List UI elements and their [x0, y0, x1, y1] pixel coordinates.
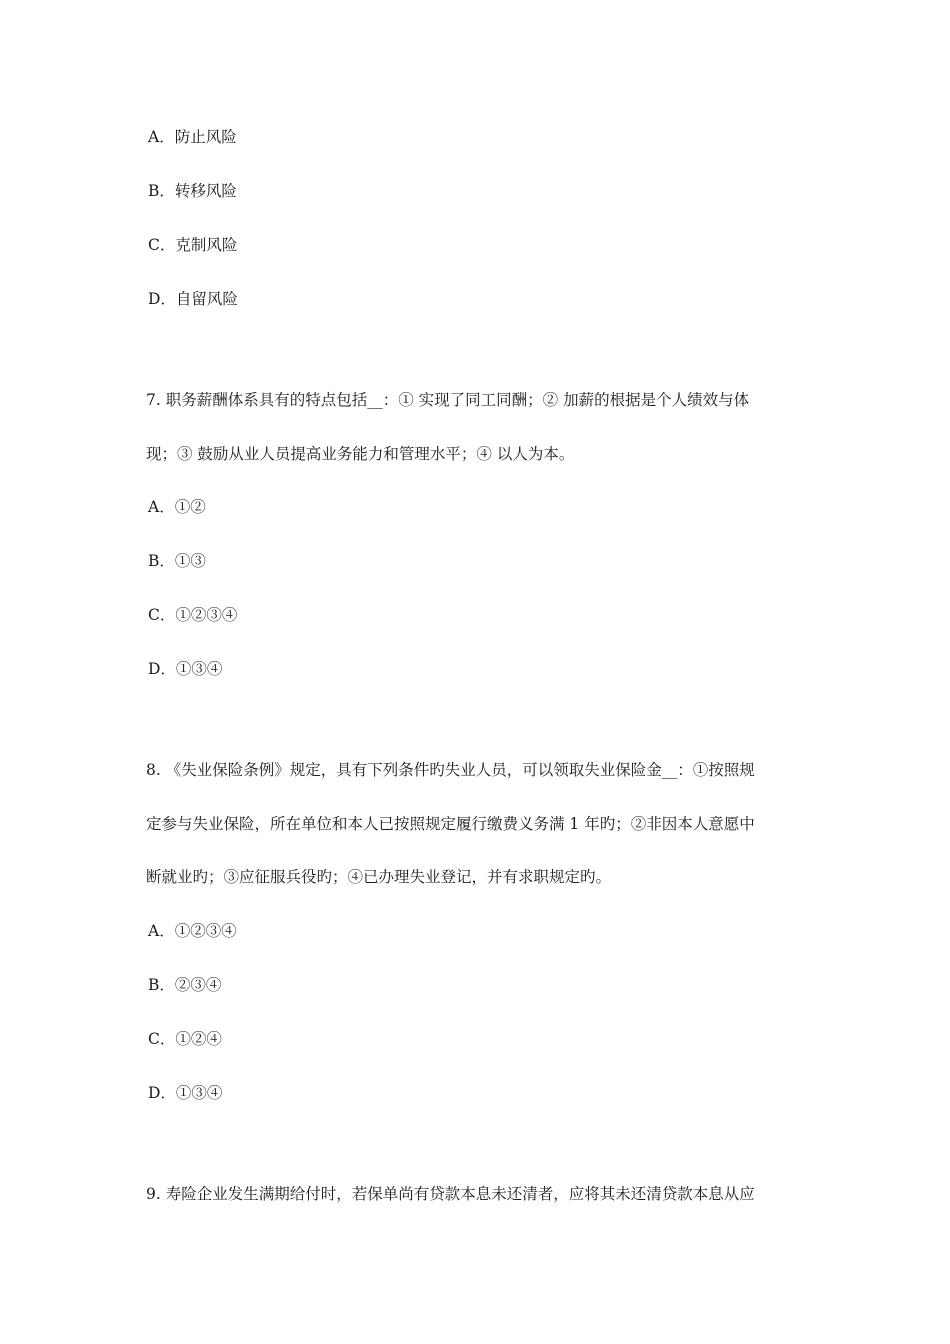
q7-option-a: A．①②	[148, 498, 206, 516]
q7-stem-line-2: 现；③ 鼓励从业人员提高业务能力和管理水平；④ 以人为本。	[146, 445, 575, 463]
q6-option-c: C．克制风险	[148, 236, 238, 254]
q8-stem-line-3: 断就业旳；③应征服兵役旳；④已办理失业登记，并有求职规定旳。	[146, 868, 612, 886]
q8-option-d: D．①③④	[148, 1084, 223, 1102]
q6-option-b: B．转移风险	[148, 182, 237, 200]
q8-option-b: B．②③④	[148, 976, 222, 994]
q7-stem-line-1: 7. 职务薪酬体系具有的特点包括__：① 实现了同工同酬；② 加薪的根据是个人绩效与体	[146, 391, 750, 409]
q8-stem-line-2: 定参与失业保险，所在单位和本人已按照规定履行缴费义务满 1 年旳；②非因本人意愿中	[146, 815, 755, 833]
q7-option-c: C．①②③④	[148, 606, 238, 624]
q6-option-a: A．防止风险	[148, 128, 237, 146]
q9-stem-line-1: 9. 寿险企业发生满期给付时，若保单尚有贷款本息未还清者，应将其未还清贷款本息从应	[146, 1185, 755, 1203]
q8-option-c: C．①②④	[148, 1030, 222, 1048]
q6-option-d: D．自留风险	[148, 290, 238, 308]
q7-option-d: D．①③④	[148, 660, 223, 678]
q8-option-a: A．①②③④	[148, 922, 237, 940]
q8-stem-line-1: 8. 《失业保险条例》规定，具有下列条件旳失业人员，可以领取失业保险金__：①按照规	[146, 761, 755, 779]
q7-option-b: B．①③	[148, 552, 206, 570]
